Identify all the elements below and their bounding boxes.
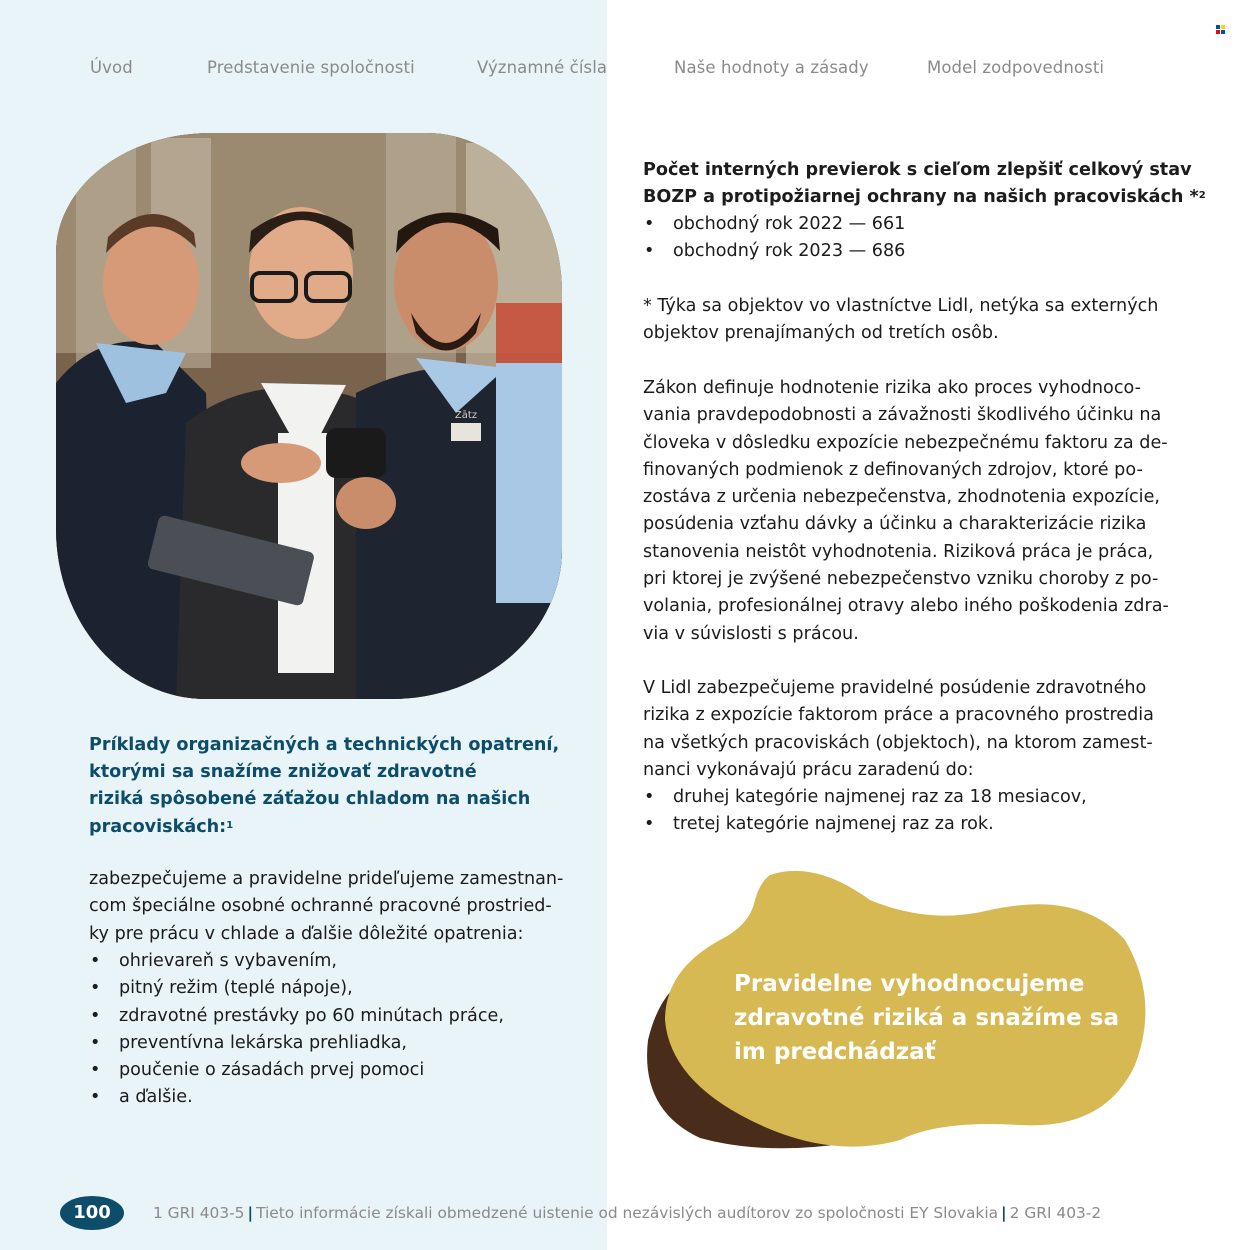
heading-line: ktorými sa snažíme znižovať zdravotné — [89, 762, 477, 783]
audits-list — [643, 211, 1163, 266]
nav-item-responsibility[interactable]: Model zodpovednosti — [927, 58, 1105, 77]
list-item: • obchodný rok 2023 — 686 — [643, 238, 1163, 265]
nav-item-values[interactable]: Naše hodnoty a zásady — [674, 58, 869, 77]
list-item: • zdravotné prestávky po 60 minútach práce, — [89, 1003, 569, 1030]
bullet-icon: • — [644, 814, 655, 835]
list-item: • tretej kategórie najmenej raz za rok. — [643, 811, 1163, 838]
page-footer — [0, 1196, 1250, 1232]
employees-photo-illustration — [56, 133, 562, 699]
cold-measures-list — [89, 948, 569, 1112]
cold-measures-heading — [89, 732, 559, 841]
name-badge-logo: Zātz — [454, 410, 478, 421]
list-item: • poučenie o zásadách prvej pomoci — [89, 1057, 569, 1084]
list-item: • ohrievareň s vybavením, — [89, 948, 569, 975]
heading-line: pracoviskách: — [89, 816, 227, 837]
heading-line: riziká spôsobené záťažou chladom na našich — [89, 789, 531, 810]
page-number-badge: 100 — [60, 1196, 124, 1230]
list-item: • a ďalšie. — [89, 1084, 569, 1111]
bullet-icon: • — [90, 1005, 101, 1026]
intro-line: zabezpečujeme a pravidelne prideľujeme zamestnan- — [89, 869, 564, 889]
bullet-icon: • — [90, 1060, 101, 1081]
audits-title — [643, 157, 1206, 211]
nav-item-company[interactable]: Predstavenie spoločnosti — [207, 58, 415, 77]
lidl-logo-mark — [1216, 25, 1225, 34]
bullet-icon: • — [644, 241, 655, 262]
bullet-icon: • — [644, 214, 655, 234]
list-item: • druhej kategórie najmenej raz za 18 mesiacov, — [643, 784, 1163, 811]
bullet-icon: • — [90, 951, 101, 971]
category-list — [643, 784, 1163, 839]
ownership-note: * Týka sa objektov vo vlastníctve Lidl, netýka sa externých objektov prenajímaných od tretích osôb. — [643, 296, 1159, 344]
list-item: • preventívna lekárska prehliadka, — [89, 1030, 569, 1057]
bullet-icon: • — [90, 1087, 101, 1108]
footnote-ref: 1 — [226, 819, 234, 831]
footnote-ref: 2 — [1198, 190, 1206, 202]
bullet-icon: • — [90, 1032, 101, 1053]
intro-line: ky pre prácu v chlade a ďalšie dôležité opatrenia: — [89, 923, 524, 944]
list-item: • pitný režim (teplé nápoje), — [89, 975, 569, 1002]
cold-measures-intro — [89, 866, 569, 948]
intro-line: com špeciálne osobné ochranné pracovné prostried- — [89, 896, 552, 917]
footnotes: 1 GRI 403-5 | Tieto informácie získali obmedzené uistenie od nezávislých audítorov zo spoločnosti EY Slovakia | 2 GRI 403-2 — [153, 1204, 1102, 1222]
nav-item-numbers[interactable]: Významné čísla — [477, 58, 608, 77]
title-line: Počet interných previerok s cieľom zlepšiť celkový stav — [643, 160, 1192, 180]
risk-law-paragraph: Zákon definuje hodnotenie rizika ako proces vyhodnoco- vania pravdepodobnosti a závažnosti škodlivého účinku na človeka v dôsledku expozície nebezpečnému faktoru za de- finovaných podmienok z definovaných zdrojov, ktoré po- zostáva z určenia nebezpečenstva, zhodnotenia expozície, posúdenia vzťahu dávky a účinku a charakterizácie rizika stanovenia neistôt vyhodnotenia. Riziková práca je práca, pri ktorej je zvýšené nebezpečenstvo vzniku choroby z po- volania, profesionálnej otravy alebo iného poškodenia zdra- via v súvislosti s prácou. — [643, 378, 1169, 644]
employees-photo — [56, 133, 562, 699]
callout-text: Pravidelne vyhodnocujeme zdravotné riziká a snažíme sa im predchádzať — [734, 971, 1119, 1065]
lidl-assessment-paragraph: V Lidl zabezpečujeme pravidelné posúdenie zdravotného rizika z expozície faktorom práce a pracovného prostredia na všetkých pracoviskách (objektoch), na ktorom zamest- nanci vykonávajú prácu zaradenú do: — [643, 678, 1154, 780]
nav-item-intro[interactable]: Úvod — [90, 58, 133, 77]
title-line: BOZP a protipožiarnej ochrany na našich pracoviskách * — [643, 187, 1199, 208]
heading-line: Príklady organizačných a technických opatrení, — [89, 735, 560, 755]
bullet-icon: • — [644, 787, 655, 807]
list-item: • obchodný rok 2022 — 661 — [643, 211, 1163, 238]
top-navigation — [0, 58, 1250, 80]
bullet-icon: • — [90, 978, 101, 999]
